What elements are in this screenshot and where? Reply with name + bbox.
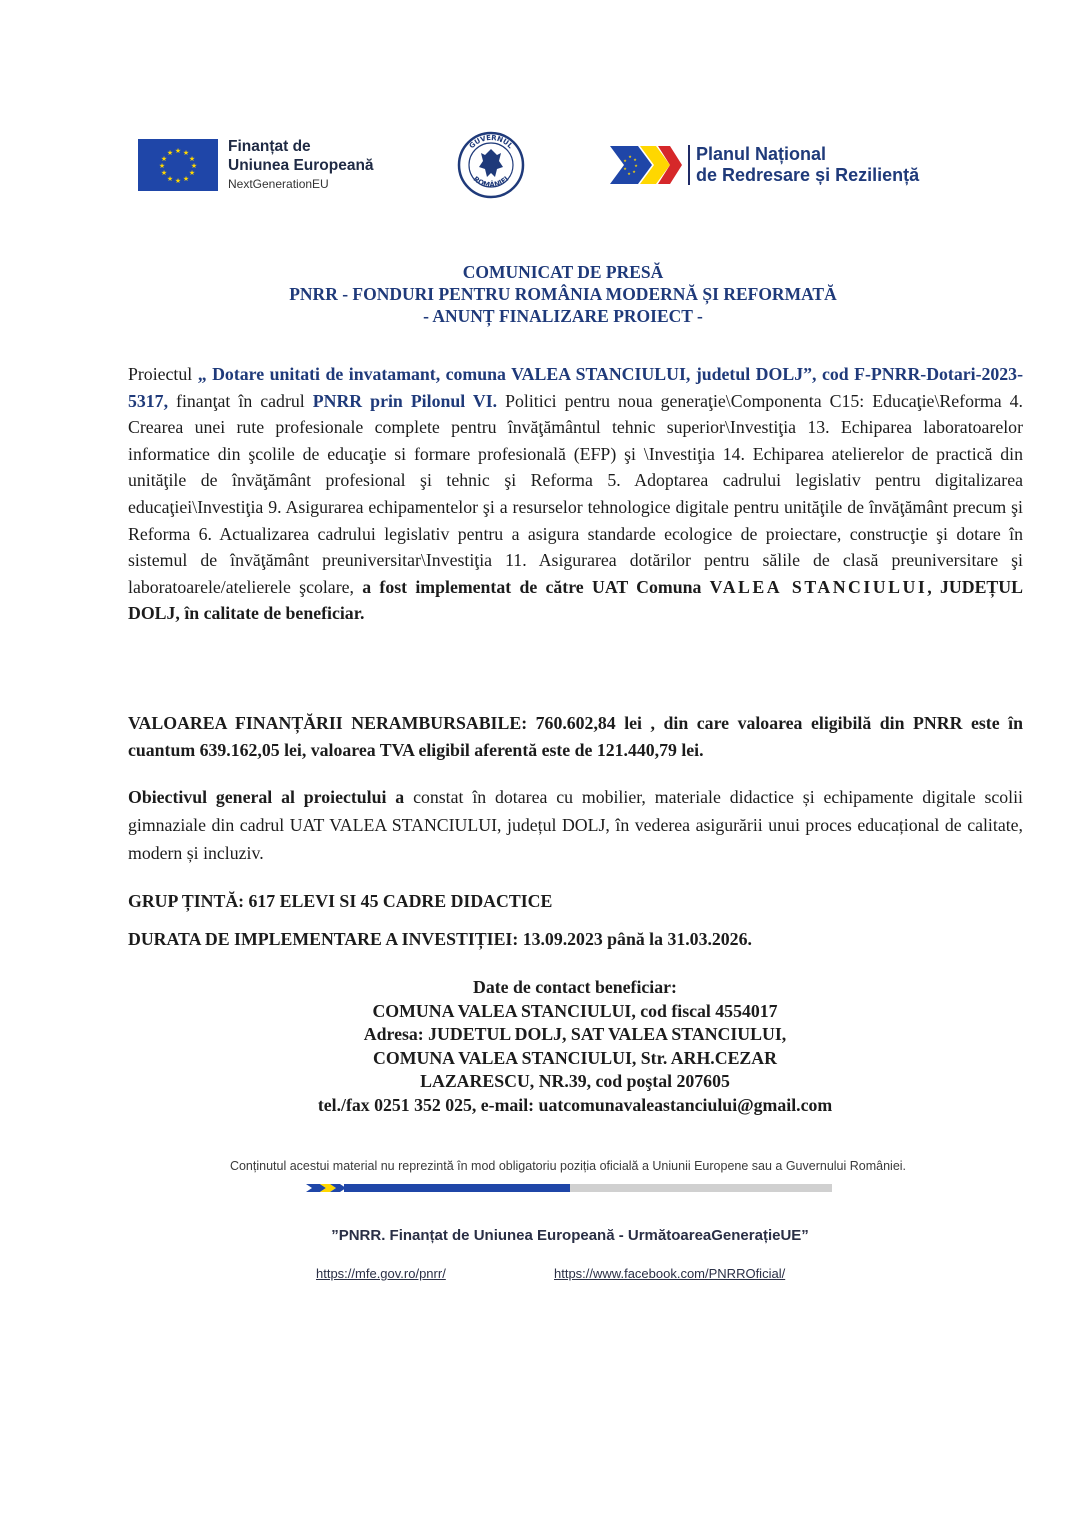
footer-color-bar xyxy=(306,1183,832,1193)
eu-flag-icon xyxy=(138,139,218,191)
svg-text:★: ★ xyxy=(182,175,190,183)
funding-value: VALOAREA FINANȚĂRII NERAMBURSABILE: 760.602,84 lei , din care valoarea eligibilă din PNRR este în cuantum 639.162,05 lei, valoarea TVA eligibil aferentă este de 121.440,79 lei. xyxy=(128,713,1023,760)
facebook-link[interactable]: https://www.facebook.com/PNRROficial/ xyxy=(554,1266,786,1281)
body-intro: Proiectul xyxy=(128,364,198,384)
svg-text:★: ★ xyxy=(158,162,166,170)
press-release-titles xyxy=(0,261,1086,327)
eu-logo-line2: Uniunea Europeană xyxy=(228,156,374,174)
svg-text:★: ★ xyxy=(628,154,632,159)
svg-text:★: ★ xyxy=(634,163,638,168)
svg-text:★: ★ xyxy=(174,147,182,155)
pnrr-logo-line1: Planul Național xyxy=(696,144,827,164)
eu-funding-logo xyxy=(138,138,374,192)
objective-lead: Obiectivul general al proiectului a xyxy=(128,787,405,807)
svg-text:★: ★ xyxy=(174,177,182,185)
project-title: „ Dotare unitati de invatamant, comuna VALEA STANCIULUI, judetul DOLJ”, cod F-PNRR-Dotari-2023-5317, xyxy=(128,364,1023,411)
disclaimer-text: Conținutul acestui material nu reprezintă în mod obligatoriu poziția oficială a Uniunii Europene sau a Guvernului României. xyxy=(229,1159,907,1173)
svg-text:★: ★ xyxy=(633,157,637,162)
svg-text:★: ★ xyxy=(166,149,174,157)
project-objective xyxy=(128,783,1023,867)
contact-line-4: COMUNA VALEA STANCIULUI, Str. ARH.CEZAR xyxy=(373,1047,777,1068)
svg-text:★: ★ xyxy=(160,155,168,163)
implemented-by: a fost implementat de către UAT Comuna xyxy=(362,576,710,597)
eu-logo-line3: NextGenerationEU xyxy=(228,176,329,191)
project-pillar: PNRR prin Pilonul VI. xyxy=(312,390,498,411)
beneficiary-contact xyxy=(0,976,1086,1118)
svg-text:★: ★ xyxy=(623,158,627,163)
objective-text: constat în dotarea cu mobilier, materiale didactice și echipamente digitale scolii gimnaziale din cadrul UAT VALEA STANCIULUI, județul DOLJ, în vederea asigurării unui proces educațional de calitate, modern și incluziv. xyxy=(128,787,1023,863)
footer-slogan xyxy=(0,1227,1086,1244)
contact-heading: Date de contact beneficiar: xyxy=(473,977,677,997)
seal-bottom-text: ROMÂNIEI xyxy=(471,174,511,190)
pnrr-arrows-icon xyxy=(608,142,684,188)
pnrr-separator xyxy=(688,145,690,185)
government-seal-icon xyxy=(457,131,525,199)
svg-text:★: ★ xyxy=(623,166,627,171)
footer-disclaimer xyxy=(0,1159,1086,1173)
title-line-2: PNRR - FONDURI PENTRU ROMÂNIA MODERNĂ ȘI REFORMATĂ xyxy=(289,284,837,304)
eu-logo-line1: Finanțat de xyxy=(228,137,311,155)
beneficiary-name: VALEA STANCIULUI xyxy=(709,576,928,597)
title-line-1: COMUNICAT DE PRESĂ xyxy=(462,262,664,282)
body-components: Politici pentru noua generaţie\Componenta C15: Educaţie\Reforma 4. Crearea unei rute profesionale complete pentru învăţământul tehnic superior\Investiţia 13. Echiparea laboratoarelor informatice din şcolile de educaţie si formare profesională (EFP) şi \Investiţia 14. Echiparea atelierelor de practică din unităţile de învăţământ profesional şi tehnic şi Reforma 5. Adoptarea cadrului legislativ pentru digitalizarea educaţiei\Investiţia 9. Asigurarea echipamentelor şi a resurselor tehnologice digitale pentru unităţile de învăţământ precum şi Reforma 6. Actualizarea cadrului legislativ pentru a asigura standarde ecologice de proiectare, construcţie şi dotare în sistemul de învăţământ preuniversitar\Investiţia 11. Asigurarea dotărilor pentru sălile de clasă preuniversitare şi laboratoarele/atelierele şcolare, xyxy=(128,390,1023,597)
svg-text:★: ★ xyxy=(182,149,190,157)
title-line-3: - ANUNȚ FINALIZARE PROIECT - xyxy=(423,306,703,326)
svg-text:★: ★ xyxy=(166,175,174,183)
svg-text:★: ★ xyxy=(632,169,636,174)
implementation-duration: DURATA DE IMPLEMENTARE A INVESTIȚIEI: 13.09.2023 până la 31.03.2026. xyxy=(128,929,752,949)
svg-text:★: ★ xyxy=(627,171,631,176)
mfe-link[interactable]: https://mfe.gov.ro/pnrr/ xyxy=(316,1266,446,1281)
svg-text:★: ★ xyxy=(188,155,196,163)
slogan-text: ”PNRR. Finanțat de Uniunea Europeană - UrmătoareaGenerațieUE” xyxy=(331,1227,809,1244)
svg-text:★: ★ xyxy=(160,169,168,177)
svg-text:★: ★ xyxy=(190,162,198,170)
contact-line-3: Adresa: JUDETUL DOLJ, SAT VALEA STANCIULUI, xyxy=(363,1024,787,1045)
pnrr-logo-line2: de Redresare și Reziliență xyxy=(696,165,920,185)
project-description xyxy=(128,361,1023,627)
body-financed: finanţat în cadrul xyxy=(168,390,313,411)
beneficiary-role: , JUDEȚUL DOLJ, în calitate de beneficiar. xyxy=(128,576,1023,624)
seal-top-text: GUVERNUL xyxy=(467,133,515,151)
contact-line-5: LAZARESCU, NR.39, cod poştal 207605 xyxy=(420,1071,730,1092)
target-group: GRUP ȚINTĂ: 617 ELEVI SI 45 CADRE DIDACTICE xyxy=(128,891,553,911)
svg-text:★: ★ xyxy=(188,169,196,177)
contact-line-2: COMUNA VALEA STANCIULUI, cod fiscal 4554017 xyxy=(372,1000,778,1021)
svg-text:ROMÂNIEI xyxy=(472,175,510,189)
pnrr-logo xyxy=(608,142,919,188)
contact-line-6: tel./fax 0251 352 025, e-mail: uatcomunavaleastanciului@gmail.com xyxy=(317,1094,833,1115)
